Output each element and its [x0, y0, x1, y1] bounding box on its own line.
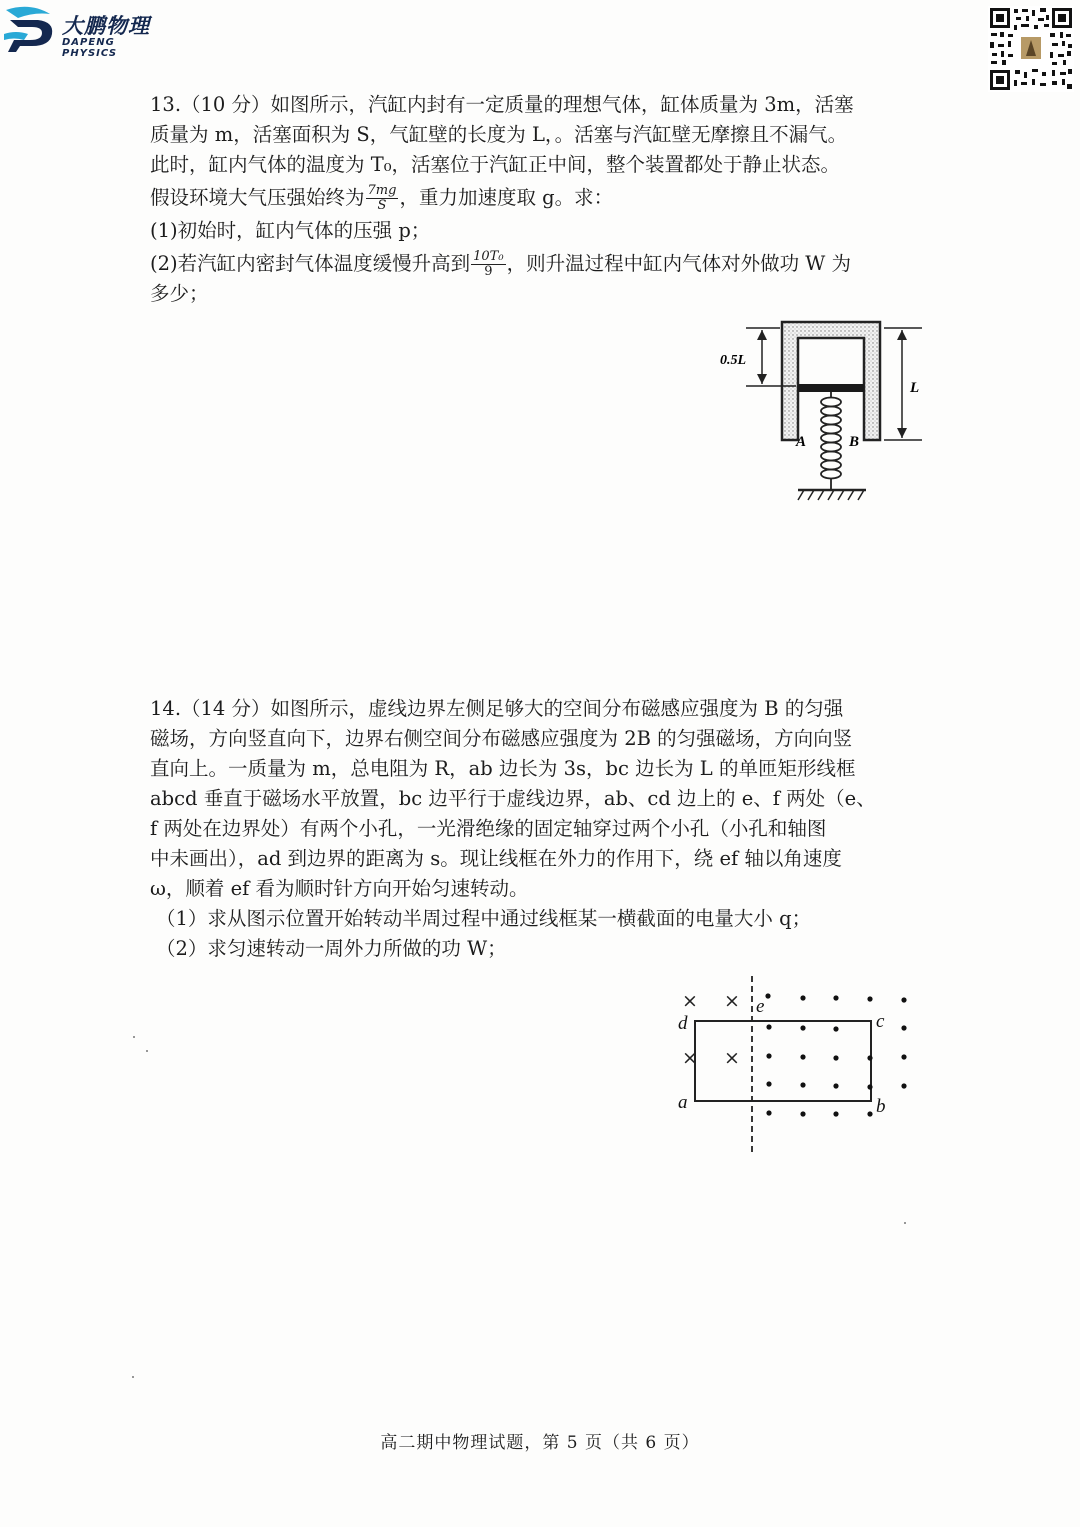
label-half-length: 0.5L: [720, 353, 747, 368]
label-a: a: [678, 1092, 688, 1113]
q13-line: 多少；: [150, 282, 209, 305]
q13-line4-post: ，重力加速度取 g。求：: [399, 186, 614, 209]
label-length: L: [910, 380, 920, 396]
q13-line: 此时，缸内气体的温度为 T₀，活塞位于汽缸正中间，整个装置都处于静止状态。: [150, 153, 841, 176]
label-B: B: [849, 434, 860, 450]
field-into-page-icon: ×: [682, 990, 698, 1012]
logo-mark-icon: [4, 4, 60, 52]
label-b: b: [876, 1096, 886, 1117]
q13-subquestion-1: (1)初始时，缸内气体的压强 p；: [150, 219, 431, 242]
pressure-fraction: [366, 184, 399, 213]
label-e: e: [756, 996, 765, 1017]
loop-magnetic-field-figure: [668, 972, 928, 1157]
temperature-fraction: [471, 250, 505, 279]
field-into-page-icon: ×: [724, 1047, 740, 1069]
q14-line: f 两处在边界处）有两个小孔，一光滑绝缘的固定轴穿过两个小孔（小孔和轴图: [150, 817, 827, 840]
q13-line: 质量为 m，活塞面积为 S，气缸壁的长度为 L，。活塞与汽缸壁无摩擦且不漏气。: [150, 123, 848, 146]
q13-line4-pre: 假设环境大气压强始终为: [150, 186, 365, 209]
label-A: A: [796, 434, 807, 450]
fraction-denominator: S: [377, 198, 387, 213]
scan-speck: [132, 1376, 134, 1378]
q13-sub2-pre: (2)若汽缸内密封气体温度缓慢升高到: [150, 252, 471, 275]
scan-speck: [904, 1222, 906, 1224]
page-footer: 高二期中物理试题，第 5 页（共 6 页）: [380, 1433, 700, 1453]
cylinder-spring-figure: [700, 318, 940, 508]
q14-line: 14.（14 分）如图所示，虚线边界左侧足够大的空间分布磁感应强度为 B 的匀强: [150, 697, 844, 720]
field-into-page-icon: ×: [682, 1047, 698, 1069]
q13-sub2-post: ，则升温过程中缸内气体对外做功 W 为: [506, 252, 852, 275]
q13-line: [150, 183, 932, 213]
q14-subquestion-1: （1）求从图示位置开始转动半周过程中通过线框某一横截面的电量大小 q；: [156, 907, 812, 930]
q14-line: 直向上。一质量为 m，总电阻为 R，ab 边长为 3s，bc 边长为 L 的单匝矩形线框: [150, 757, 856, 780]
field-into-page-icon: ×: [724, 990, 740, 1012]
fraction-numerator: 7mg: [367, 183, 397, 198]
spring: [821, 392, 841, 490]
label-d: d: [678, 1013, 688, 1034]
q14-line: ω，顺着 ef 看为顺时针方向开始匀速转动。: [150, 877, 529, 900]
fraction-numerator: 10T₀: [473, 249, 504, 264]
qr-code-icon: [988, 6, 1074, 92]
q13-line: 13.（10 分）如图所示，汽缸内封有一定质量的理想气体，缸体质量为 3m，活塞: [150, 93, 854, 116]
q14-line: 磁场，方向竖直向下，边界右侧空间分布磁感应强度为 2B 的匀强磁场，方向向竖: [150, 727, 853, 750]
brand-name: 大鹏物理: [62, 14, 150, 38]
scan-speck: [133, 1036, 135, 1038]
q14-line: 中未画出），ad 到边界的距离为 s。现让线框在外力的作用下，绕 ef 轴以角速度: [150, 847, 842, 870]
label-c: c: [876, 1011, 885, 1032]
scan-speck: [146, 1050, 148, 1052]
piston: [798, 384, 864, 392]
q13-subquestion-2: [150, 249, 932, 279]
question-14: [150, 694, 932, 964]
question-13: [150, 90, 932, 309]
brand-logo: [4, 4, 174, 59]
wire-loop: [695, 1021, 871, 1101]
fraction-denominator: 9: [484, 264, 493, 279]
q14-subquestion-2: （2）求匀速转动一周外力所做的功 W；: [156, 937, 507, 960]
brand-name-en: DAPENG PHYSICS: [62, 37, 118, 59]
q14-line: abcd 垂直于磁场水平放置，bc 边平行于虚线边界，ab、cd 边上的 e、f 两处（e、: [150, 787, 876, 810]
